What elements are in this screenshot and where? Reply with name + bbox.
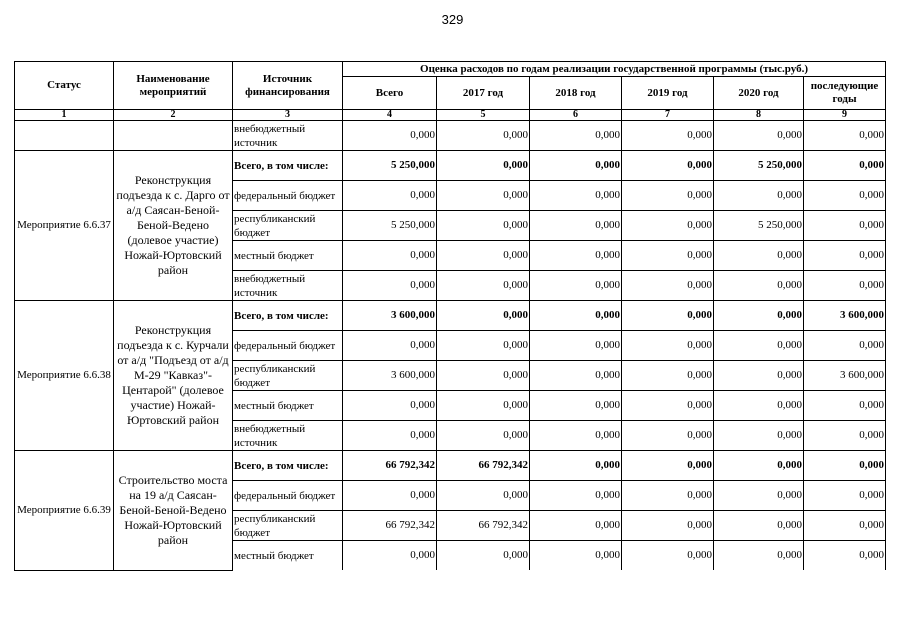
table-row: [15, 121, 886, 151]
value-cell: 0,000: [622, 151, 714, 181]
value-cell: 0,000: [343, 391, 437, 421]
value-cell: 0,000: [530, 271, 622, 301]
value-cell: 5 250,000: [343, 151, 437, 181]
header-later: последующие годы: [804, 77, 886, 110]
column-number: 4: [343, 110, 437, 121]
value-cell: 3 600,000: [343, 301, 437, 331]
value-cell: 0,000: [530, 211, 622, 241]
value-cell: 0,000: [530, 121, 622, 151]
value-cell: 5 250,000: [714, 151, 804, 181]
source-cell: федеральный бюджет: [233, 181, 343, 211]
value-cell: 0,000: [714, 541, 804, 571]
value-cell: 0,000: [714, 361, 804, 391]
value-cell: 0,000: [622, 451, 714, 481]
value-cell: 0,000: [804, 151, 886, 181]
column-number: 8: [714, 110, 804, 121]
value-cell: 0,000: [437, 121, 530, 151]
source-cell: внебюджетный источник: [233, 121, 343, 151]
activity-status: Мероприятие 6.6.38: [15, 301, 114, 451]
value-cell: 0,000: [622, 301, 714, 331]
value-cell: 0,000: [622, 361, 714, 391]
header-estimate: Оценка расходов по годам реализации государственной программы (тыс.руб.): [343, 62, 886, 77]
table-row: [15, 151, 886, 181]
source-cell: внебюджетный источник: [233, 421, 343, 451]
source-total-label: Всего, в том числе:: [233, 451, 343, 481]
value-cell: 5 250,000: [714, 211, 804, 241]
value-cell: 66 792,342: [437, 451, 530, 481]
source-cell: внебюджетный источник: [233, 271, 343, 301]
source-total-label: Всего, в том числе:: [233, 301, 343, 331]
value-cell: 0,000: [714, 301, 804, 331]
header-total: Всего: [343, 77, 437, 110]
column-number: 9: [804, 110, 886, 121]
value-cell: 0,000: [714, 391, 804, 421]
source-cell: местный бюджет: [233, 541, 343, 571]
value-cell: 0,000: [437, 151, 530, 181]
value-cell: 0,000: [804, 481, 886, 511]
table-body: [15, 121, 886, 571]
value-cell: 0,000: [530, 451, 622, 481]
value-cell: 0,000: [622, 331, 714, 361]
header-2020: 2020 год: [714, 77, 804, 110]
value-cell: 0,000: [804, 271, 886, 301]
value-cell: 3 600,000: [804, 301, 886, 331]
column-number: 1: [15, 110, 114, 121]
value-cell: 0,000: [622, 481, 714, 511]
activity-status: Мероприятие 6.6.37: [15, 151, 114, 301]
value-cell: 0,000: [622, 181, 714, 211]
source-cell: местный бюджет: [233, 391, 343, 421]
value-cell: 3 600,000: [343, 361, 437, 391]
header-2019: 2019 год: [622, 77, 714, 110]
budget-table: [14, 61, 886, 571]
value-cell: 0,000: [804, 211, 886, 241]
value-cell: 0,000: [622, 511, 714, 541]
table-row: [15, 451, 886, 481]
value-cell: 0,000: [714, 121, 804, 151]
source-total-label: Всего, в том числе:: [233, 151, 343, 181]
value-cell: 0,000: [530, 181, 622, 211]
header-status: Статус: [15, 62, 114, 110]
value-cell: 5 250,000: [343, 211, 437, 241]
value-cell: 0,000: [343, 331, 437, 361]
value-cell: 66 792,342: [343, 511, 437, 541]
header-2018: 2018 год: [530, 77, 622, 110]
value-cell: 0,000: [714, 421, 804, 451]
source-cell: федеральный бюджет: [233, 331, 343, 361]
value-cell: 0,000: [804, 391, 886, 421]
value-cell: 0,000: [804, 181, 886, 211]
header-name: Наименование мероприятий: [114, 62, 233, 110]
value-cell: 0,000: [714, 271, 804, 301]
value-cell: 0,000: [530, 511, 622, 541]
source-cell: республиканский бюджет: [233, 211, 343, 241]
value-cell: 0,000: [804, 331, 886, 361]
value-cell: 0,000: [437, 391, 530, 421]
column-number: 5: [437, 110, 530, 121]
source-cell: федеральный бюджет: [233, 481, 343, 511]
value-cell: 0,000: [437, 361, 530, 391]
value-cell: 0,000: [343, 271, 437, 301]
value-cell: 0,000: [714, 331, 804, 361]
column-number: 6: [530, 110, 622, 121]
column-number: 7: [622, 110, 714, 121]
value-cell: 0,000: [622, 271, 714, 301]
value-cell: 0,000: [437, 541, 530, 571]
activity-status: Мероприятие 6.6.39: [15, 451, 114, 571]
page-number: 329: [441, 12, 464, 27]
value-cell: 0,000: [343, 181, 437, 211]
column-number: 3: [233, 110, 343, 121]
value-cell: 0,000: [437, 271, 530, 301]
value-cell: 3 600,000: [804, 361, 886, 391]
source-cell: республиканский бюджет: [233, 361, 343, 391]
value-cell: 0,000: [343, 121, 437, 151]
value-cell: 0,000: [437, 331, 530, 361]
value-cell: 0,000: [343, 541, 437, 571]
value-cell: 0,000: [530, 301, 622, 331]
value-cell: 0,000: [530, 421, 622, 451]
value-cell: 0,000: [714, 181, 804, 211]
value-cell: 0,000: [343, 241, 437, 271]
value-cell: 0,000: [622, 541, 714, 571]
value-cell: 0,000: [804, 511, 886, 541]
status-cell: [15, 121, 114, 151]
value-cell: 0,000: [530, 361, 622, 391]
header-2017: 2017 год: [437, 77, 530, 110]
value-cell: 0,000: [437, 211, 530, 241]
value-cell: 0,000: [622, 421, 714, 451]
activity-name: Реконструкция подъезда к с. Курчали от а/д "Подъезд от а/д М-29 "Кавказ"-Центарой" (долевое участие) Ножай-Юртовский район: [114, 301, 233, 451]
value-cell: 0,000: [530, 331, 622, 361]
column-number-row: [15, 110, 886, 121]
value-cell: 0,000: [437, 421, 530, 451]
source-cell: местный бюджет: [233, 241, 343, 271]
value-cell: 0,000: [437, 481, 530, 511]
value-cell: 0,000: [343, 421, 437, 451]
value-cell: 0,000: [714, 241, 804, 271]
value-cell: 0,000: [343, 481, 437, 511]
value-cell: 0,000: [622, 391, 714, 421]
value-cell: 0,000: [530, 481, 622, 511]
source-cell: республиканский бюджет: [233, 511, 343, 541]
value-cell: 0,000: [622, 241, 714, 271]
value-cell: 0,000: [804, 241, 886, 271]
header-source: Источник финансирования: [233, 62, 343, 110]
value-cell: 0,000: [437, 301, 530, 331]
value-cell: 0,000: [437, 181, 530, 211]
value-cell: 0,000: [804, 451, 886, 481]
value-cell: 0,000: [804, 421, 886, 451]
value-cell: 0,000: [714, 481, 804, 511]
value-cell: 0,000: [530, 541, 622, 571]
activity-name: Строительство моста на 19 а/д Саясан-Беной-Беной-Ведено Ножай-Юртовский район: [114, 451, 233, 571]
table-row: [15, 301, 886, 331]
value-cell: 66 792,342: [437, 511, 530, 541]
value-cell: 0,000: [804, 121, 886, 151]
value-cell: 0,000: [530, 391, 622, 421]
value-cell: 0,000: [622, 211, 714, 241]
value-cell: 0,000: [804, 541, 886, 571]
value-cell: 0,000: [714, 451, 804, 481]
name-cell: [114, 121, 233, 151]
value-cell: 0,000: [437, 241, 530, 271]
value-cell: 66 792,342: [343, 451, 437, 481]
column-number: 2: [114, 110, 233, 121]
table-header: [15, 62, 886, 121]
activity-name: Реконструкция подъезда к с. Дарго от а/д Саясан-Беной-Беной-Ведено (долевое участие) Ножай-Юртовский район: [114, 151, 233, 301]
value-cell: 0,000: [530, 151, 622, 181]
value-cell: 0,000: [714, 511, 804, 541]
value-cell: 0,000: [622, 121, 714, 151]
value-cell: 0,000: [530, 241, 622, 271]
